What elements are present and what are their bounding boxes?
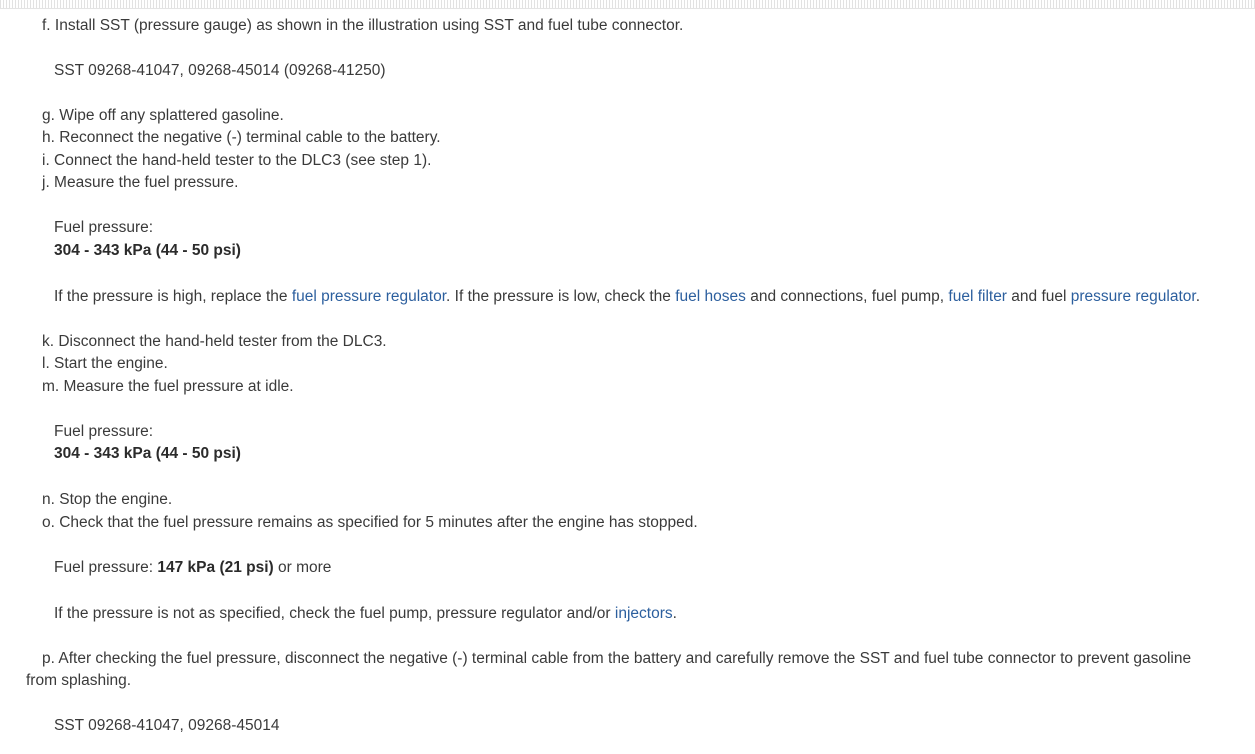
step-j: j. Measure the fuel pressure. <box>42 174 239 191</box>
step-f: f. Install SST (pressure gauge) as shown in the illustration using SST and fuel tube connector. <box>42 17 684 34</box>
step-m: m. Measure the fuel pressure at idle. <box>42 378 294 395</box>
note-o: If the pressure is not as specified, check the fuel pump, pressure regulator and/or injectors. <box>54 605 677 622</box>
sst-f: SST 09268-41047, 09268-45014 (09268-41250) <box>54 62 386 79</box>
step-l: l. Start the engine. <box>42 355 168 372</box>
spec-label-j: Fuel pressure: <box>54 219 154 236</box>
spec-o: Fuel pressure: 147 kPa (21 psi) or more <box>54 559 332 576</box>
top-border <box>0 0 1255 9</box>
link-pressure-regulator[interactable]: pressure regulator <box>1070 288 1196 305</box>
link-injectors[interactable]: injectors <box>614 605 673 622</box>
step-p: p. After checking the fuel pressure, disconnect the negative (-) terminal cable from the battery and carefully remove the SST and fuel tube connector to prevent gasoline <box>42 650 1192 667</box>
link-fuel-hoses[interactable]: fuel hoses <box>675 288 746 305</box>
step-g: g. Wipe off any splattered gasoline. <box>42 107 284 124</box>
step-i: i. Connect the hand-held tester to the DLC3 (see step 1). <box>42 152 432 169</box>
spec-value-j: 304 - 343 kPa (44 - 50 psi) <box>54 242 241 259</box>
link-fuel-filter[interactable]: fuel filter <box>948 288 1007 305</box>
spec-label-m: Fuel pressure: <box>54 423 154 440</box>
link-fuel-pressure-regulator[interactable]: fuel pressure regulator <box>291 288 447 305</box>
step-o: o. Check that the fuel pressure remains as specified for 5 minutes after the engine has stopped. <box>42 514 698 531</box>
sst-p: SST 09268-41047, 09268-45014 <box>54 717 280 734</box>
note-j: If the pressure is high, replace the fuel pressure regulator. If the pressure is low, check the fuel hoses and connections, fuel pump, fuel filter and fuel pressure regulator. <box>54 288 1201 305</box>
spec-value-m: 304 - 343 kPa (44 - 50 psi) <box>54 445 241 462</box>
step-n: n. Stop the engine. <box>42 491 173 508</box>
step-p-cont: from splashing. <box>26 672 132 689</box>
step-h: h. Reconnect the negative (-) terminal cable to the battery. <box>42 129 441 146</box>
step-k: k. Disconnect the hand-held tester from the DLC3. <box>42 333 387 350</box>
